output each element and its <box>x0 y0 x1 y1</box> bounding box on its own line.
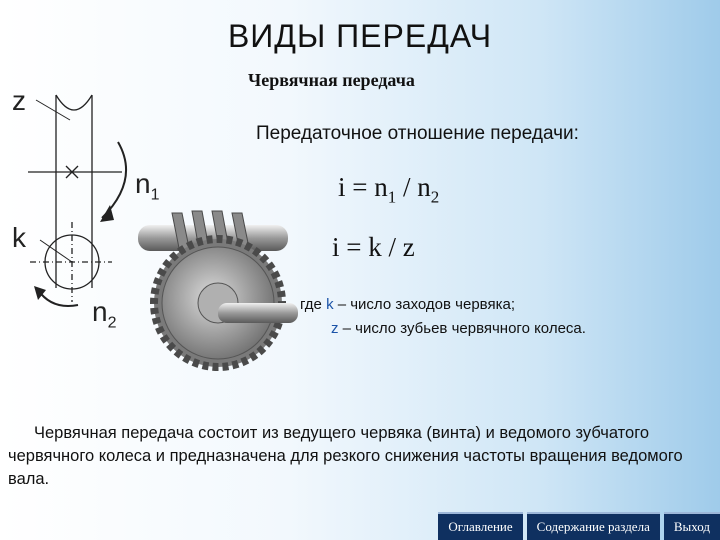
formula-legend <box>300 293 586 341</box>
label-k: k <box>12 222 26 253</box>
exit-button[interactable]: Выход <box>664 512 720 540</box>
navigation-bar <box>434 512 720 540</box>
label-z: z <box>12 85 26 116</box>
ratio-heading: Передаточное отношение передачи: <box>256 123 579 144</box>
legend-line-z: z – число зубьев червячного колеса. <box>331 320 586 337</box>
label-n1: $n_1$ <box>135 168 160 204</box>
legend-line-k: где k – число заходов червяка; <box>300 296 515 313</box>
label-n2: $n_2$ <box>92 296 117 332</box>
worm-gear-illustration <box>130 185 310 385</box>
slide-title: ВИДЫ ПЕРЕДАЧ <box>227 18 493 54</box>
description-text: Червячная передача состоит из ведущего червяка (винта) и ведомого зубчатого червячного колеса и предназначена для резкого снижения частоты вращения ведомого вала. <box>8 424 683 488</box>
contents-button[interactable]: Оглавление <box>438 512 522 540</box>
ratio-formula-teeth: i = k / z <box>332 232 415 262</box>
slide-subtitle: Червячная передача <box>248 70 415 90</box>
section-contents-button[interactable]: Содержание раздела <box>527 512 660 540</box>
ratio-formula-speeds: $i = n_1 / n_2$ <box>338 172 440 207</box>
